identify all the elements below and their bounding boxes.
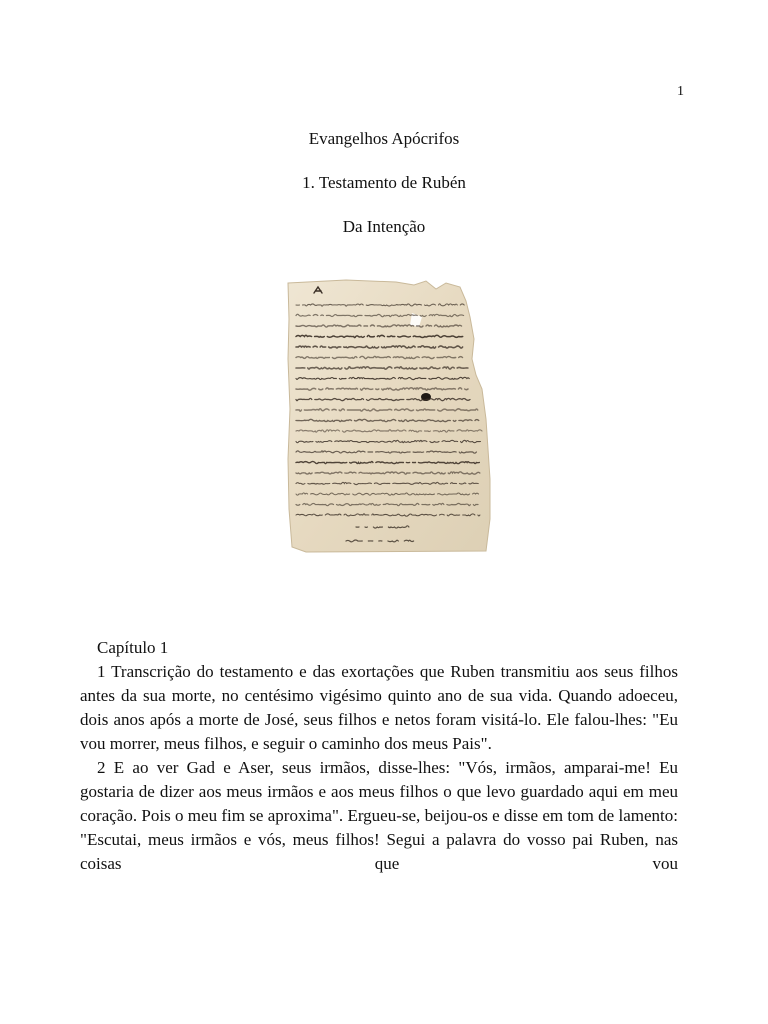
section-title: Da Intenção — [342, 217, 426, 236]
paragraph-1: 1 Transcrição do testamento e das exortações que Ruben transmitiu aos seus filhos antes da sua morte, no centésimo vigésimo quinto ano de sua vida. Quando adoeceu, dois anos após a morte de José, seus filhos e netos foram visitá-lo. Ele falou-lhes: "Eu vou morrer, meus filhos, e seguir o caminho dos meus Pais". — [80, 662, 678, 753]
chapter-heading: Capítulo 1 — [97, 638, 169, 657]
document-title: Evangelhos Apócrifos — [308, 129, 460, 148]
document-subtitle: 1. Testamento de Rubén — [302, 173, 466, 192]
papyrus-image — [286, 279, 492, 553]
text-body — [80, 636, 678, 876]
paragraph-2: 2 E ao ver Gad e Aser, seus irmãos, disse-lhes: "Vós, irmãos, amparai-me! Eu gostaria de dizer aos meus irmãos e aos meus filhos o que levo guardado aqui em meu coração. Pois o meu fim se aproxima". Ergueu-se, beijou-os e disse em tom de lamento: "Escutai, meus irmãos e vós, meus filhos! Segui a palavra do vosso pai Ruben, nas coisas que vou — [80, 758, 678, 873]
page-number: 1 — [677, 84, 684, 99]
